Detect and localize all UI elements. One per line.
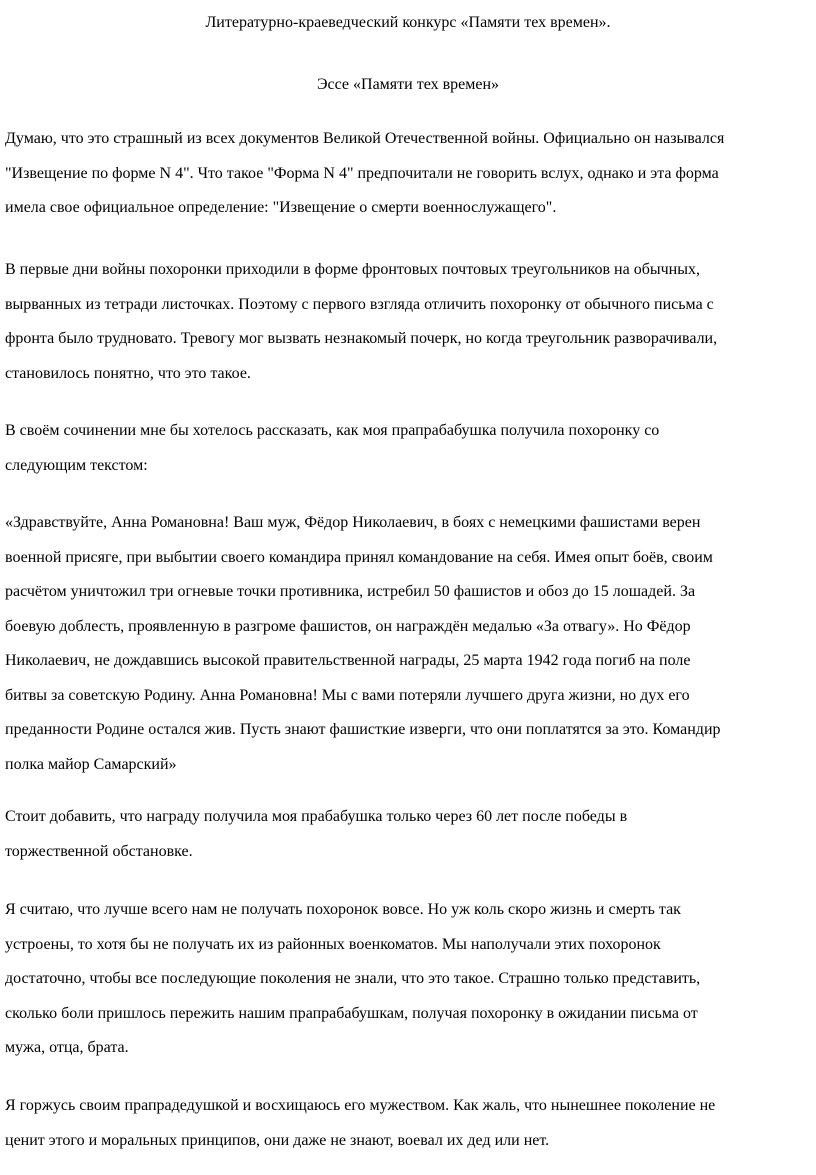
text-line: Я считаю, что лучше всего нам не получать похоронок вовсе. Но уж коль скоро жизнь и смерть так (5, 901, 681, 918)
text-line: становилось понятно, что это такое. (5, 364, 251, 382)
document-title: Литературно-краеведческий конкурс «Памяти тех времен». (205, 14, 611, 31)
text-line: имела свое официальное определение: "Извещение о смерти военнослужащего". (5, 199, 557, 216)
paragraph-2 (5, 253, 811, 391)
text-line: полка майор Самарский» (5, 755, 177, 773)
text-line: ценит этого и моральных принципов, они даже не знают, воевал их дед или нет. (5, 1131, 550, 1149)
text-line: следующим текстом: (5, 456, 148, 474)
quoted-notice (5, 506, 811, 782)
text-line: битвы за советскую Родину. Анна Романовна! Мы с вами потеряли лучшего друга жизни, но дух его (5, 686, 690, 704)
text-line: вырванных из тетради листочках. Поэтому с первого взгляда отличить похоронку от обычного письма с (5, 295, 714, 313)
paragraph-7 (5, 1089, 811, 1158)
text-line: Я горжусь своим прапрадедушкой и восхищаюсь его мужеством. Как жаль, что нынешнее поколение не (5, 1097, 716, 1114)
text-line: сколько боли пришлось пережить нашим прапрабабушкам, получая похоронку в ожидании письма от (5, 1004, 698, 1022)
text-line: достаточно, чтобы все последующие поколения не знали, что это такое. Страшно только представить, (5, 970, 701, 987)
paragraph-5 (5, 800, 811, 869)
text-line: устроены, то хотя бы не получать их из районных военкоматов. Мы наполучали этих похоронок (5, 935, 661, 953)
text-line: боевую доблесть, проявленную в разгроме фашистов, он награждён медалью «За отвагу». Но Фёдор (5, 617, 691, 635)
paragraph-1 (5, 122, 811, 226)
text-line: В первые дни войны похоронки приходили в форме фронтовых почтовых треугольников на обычных, (5, 261, 700, 278)
text-line: преданности Родине остался жив. Пусть знают фашисткие изверги, что они поплатятся за это. Командир (5, 721, 721, 738)
text-line: В своём сочинении мне бы хотелось рассказать, как моя прапрабабушка получила похоронку со (5, 422, 660, 439)
essay-title: Эссе «Памяти тех времен» (316, 76, 500, 93)
text-line: фронта было трудновато. Тревогу мог вызвать незнакомый почерк, но когда треугольник разворачивали, (5, 330, 718, 347)
text-line: Думаю, что это страшный из всех документов Великой Отечественной войны. Официально он назывался (5, 130, 725, 147)
text-line: Стоит добавить, что награду получила моя прабабушка только через 60 лет после победы в (5, 808, 628, 825)
text-line: «Здравствуйте, Анна Романовна! Ваш муж, Фёдор Николаевич, в боях с немецкими фашистами верен (5, 514, 701, 531)
paragraph-6 (5, 893, 811, 1066)
text-line: мужа, отца, брата. (5, 1039, 129, 1056)
text-line: торжественной обстановке. (5, 842, 193, 860)
text-line: расчётом уничтожил три огневые точки противника, истребил 50 фашистов и обоз до 15 лошадей. За (5, 583, 696, 600)
paragraph-3 (5, 414, 811, 483)
text-line: военной присяге, при выбытии своего командира принял командование на себя. Имея опыт боёв, своим (5, 548, 713, 566)
text-line: Николаевич, не дождавшись высокой правительственной награды, 25 марта 1942 года погиб на поле (5, 652, 691, 669)
text-line: "Извещение по форме N 4". Что такое "Форма N 4" предпочитали не говорить вслух, однако и эта форма (5, 164, 719, 182)
